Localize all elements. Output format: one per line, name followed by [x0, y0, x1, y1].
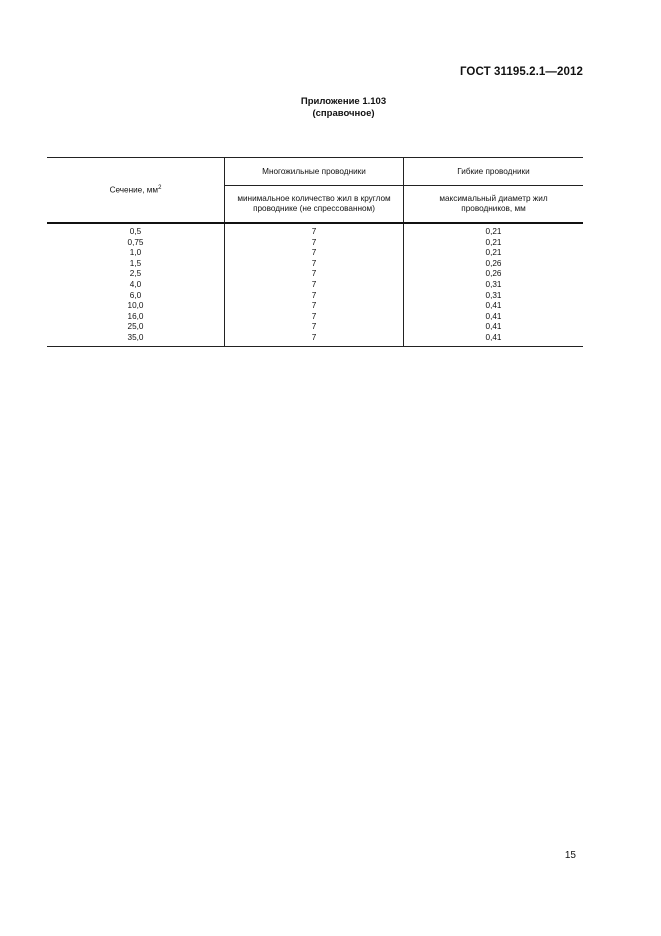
stranded-group-header: Многожильные проводники	[225, 158, 404, 186]
diameter-cell: 0,41	[485, 322, 502, 332]
appendix-subtitle: (справочное)	[312, 108, 375, 119]
diameter-cell: 0,31	[485, 279, 502, 289]
diameter-cell: 0,41	[485, 301, 502, 311]
appendix-title: Приложение 1.103	[300, 96, 387, 107]
table-row	[47, 238, 583, 249]
section-cell: 1,5	[129, 258, 142, 268]
count-cell: 7	[225, 280, 404, 291]
section-cell: 0,5	[129, 227, 142, 236]
table-row	[47, 259, 583, 270]
flexible-group-header: Гибкие проводники	[404, 158, 584, 186]
table-row	[47, 322, 583, 333]
table-row	[47, 301, 583, 312]
table-row	[47, 248, 583, 259]
diameter-cell: 0,31	[485, 290, 502, 300]
diameter-cell: 0,41	[485, 332, 502, 342]
table-row	[47, 312, 583, 323]
count-cell: 7	[225, 259, 404, 270]
count-cell: 7	[225, 333, 404, 346]
stranded-subheader: минимальное количество жил в круглом проводнике (не спрессованном)	[225, 186, 404, 224]
count-cell: 7	[225, 269, 404, 280]
section-cell: 25,0	[127, 322, 144, 332]
diameter-cell: 0,26	[485, 258, 502, 268]
appendix-heading	[0, 96, 661, 120]
section-cell: 10,0	[127, 301, 144, 311]
section-cell: 4,0	[129, 279, 142, 289]
section-cell: 16,0	[127, 311, 144, 321]
conductor-table	[47, 157, 583, 347]
document-code: ГОСТ 31195.2.1—2012	[459, 66, 583, 78]
table-row	[47, 223, 583, 238]
diameter-cell: 0,26	[485, 269, 502, 279]
diameter-cell: 0,21	[485, 248, 502, 258]
page-number: 15	[564, 850, 576, 861]
diameter-cell: 0,41	[485, 311, 502, 321]
section-cell: 6,0	[129, 290, 142, 300]
count-cell: 7	[225, 291, 404, 302]
section-cell: 2,5	[129, 269, 142, 279]
table-row	[47, 280, 583, 291]
table-row	[47, 333, 583, 346]
flexible-subheader: максимальный диаметр жил проводников, мм	[404, 186, 584, 224]
count-cell: 7	[225, 238, 404, 249]
count-cell: 7	[225, 322, 404, 333]
count-cell: 7	[225, 248, 404, 259]
diameter-cell: 0,21	[485, 227, 502, 236]
section-cell: 0,75	[127, 237, 144, 247]
count-cell: 7	[225, 301, 404, 312]
table-row	[47, 269, 583, 280]
section-header: Сечение, $мм^2$	[47, 158, 225, 224]
diameter-cell: 0,21	[485, 237, 502, 247]
count-cell: 7	[225, 312, 404, 323]
count-cell: 7	[225, 223, 404, 238]
section-cell: 1,0	[129, 248, 142, 258]
section-cell: 35,0	[127, 332, 144, 342]
table-row	[47, 291, 583, 302]
